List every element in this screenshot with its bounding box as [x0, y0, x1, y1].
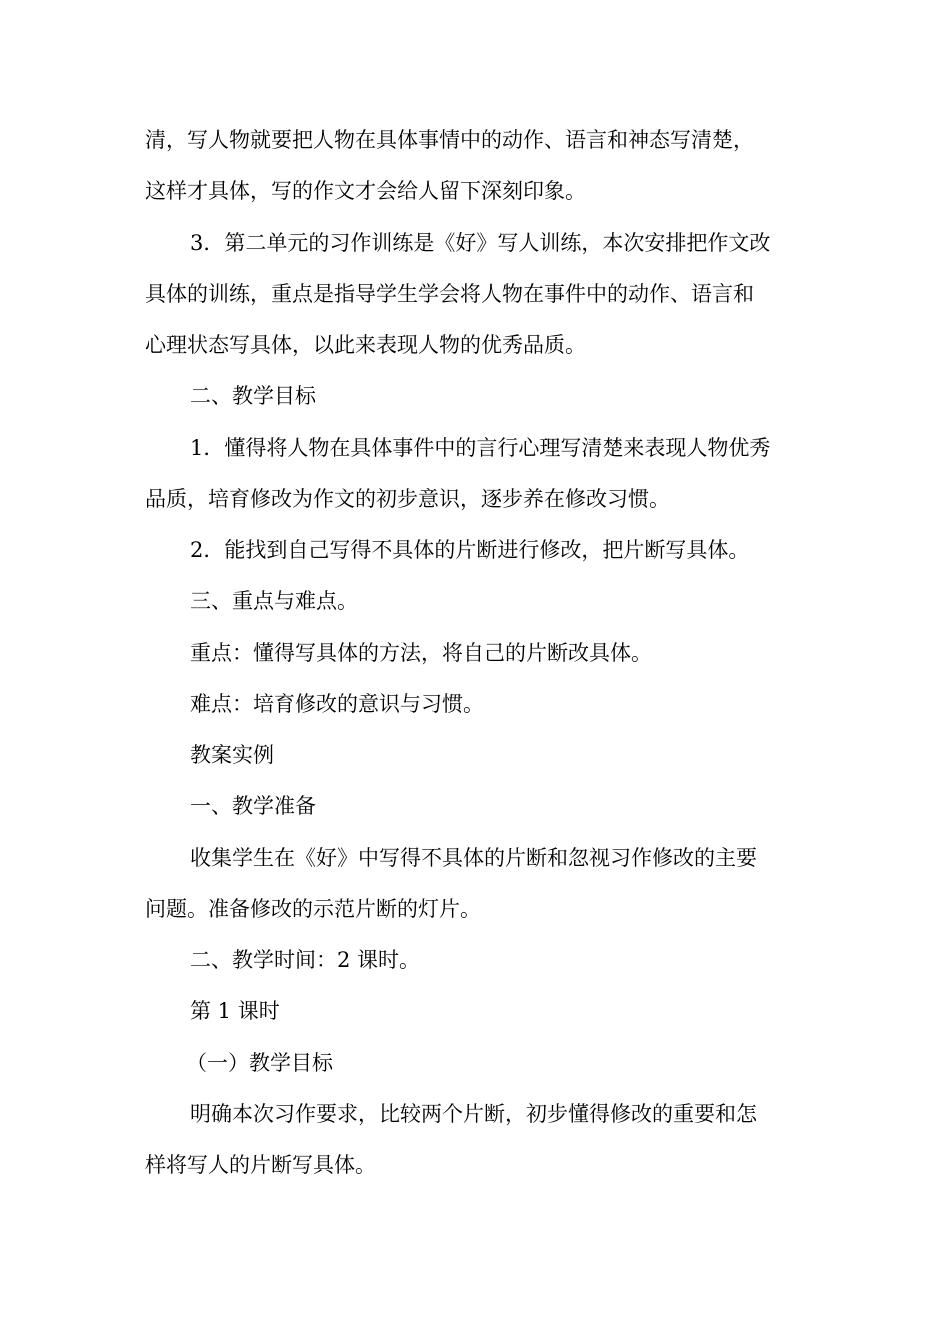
text-line: 品质，培育修改为作文的初步意识，逐步养在修改习惯。 [145, 487, 670, 511]
text-line: 收集学生在《好》中写得不具体的片断和忽视习作修改的主要 [190, 846, 757, 870]
text-line: 1．懂得将人物在具体事件中的言行心理写清楚来表现人物优秀 [190, 436, 771, 460]
text-line: 清，写人物就要把人物在具体事情中的动作、语言和神态写清楚， [145, 128, 754, 152]
text-line: 问题。准备修改的示范片断的灯片。 [145, 897, 481, 921]
section-heading: 三、重点与难点。 [190, 589, 358, 613]
section-heading: 二、教学时间：2 课时。 [190, 948, 421, 972]
section-heading: 二、教学目标 [190, 384, 316, 408]
section-heading: 第 1 课时 [190, 999, 280, 1023]
text-line: 这样才具体，写的作文才会给人留下深刻印象。 [145, 179, 586, 203]
text-line: 具体的训练，重点是指导学生学会将人物在事件中的动作、语言和 [145, 282, 754, 306]
text-line: 难点：培育修改的意识与习惯。 [190, 692, 484, 716]
text-line: 样将写人的片断写具体。 [145, 1153, 376, 1177]
text-line: 明确本次习作要求，比较两个片断，初步懂得修改的重要和怎 [190, 1102, 757, 1126]
section-heading: 教案实例 [190, 743, 274, 767]
text-line: 重点：懂得写具体的方法，将自己的片断改具体。 [190, 641, 652, 665]
text-line: 2．能找到自己写得不具体的片断进行修改，把片断写具体。 [190, 538, 750, 562]
text-line: 3．第二单元的习作训练是《好》写人训练，本次安排把作文改 [190, 231, 771, 255]
section-heading: 一、教学准备 [190, 794, 316, 818]
text-line: 心理状态写具体，以此来表现人物的优秀品质。 [145, 333, 586, 357]
section-heading: （一）教学目标 [186, 1051, 333, 1075]
